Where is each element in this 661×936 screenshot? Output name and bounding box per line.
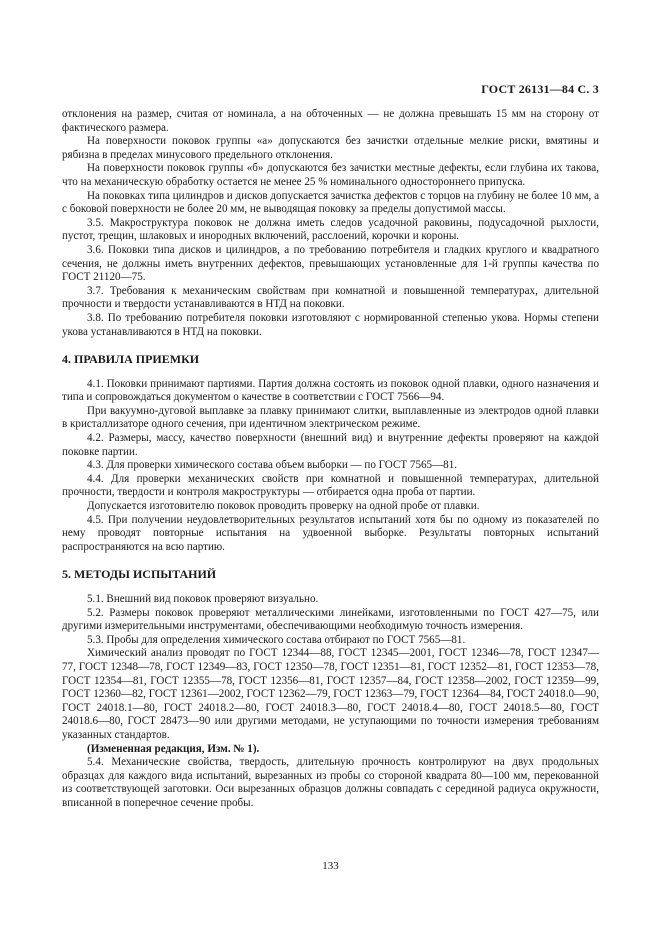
paragraph: Допускается изготовителю поковок проводить проверку на одной пробе от плавки. [87,500,480,513]
paragraph: 4.2. Размеры, массу, качество поверхности (внешний вид) и внутренние дефекты проверяют на каждой поковке партии. [62,432,599,458]
page-number: 133 [322,860,339,872]
paragraph: На поверхности поковок группы «а» допускаются без зачистки отдельные мелкие риски, вмятины и рябизна в пределах минусового предельного отклонения. [62,135,599,161]
paragraph: 4.1. Поковки принимают партиями. Партия должна состоять из поковок одной плавки, одного назначения и типа и сопровождаться документом о качестве в соответствии с ГОСТ 7566—94. [62,377,599,404]
paragraph: 5.2. Размеры поковок проверяют металлическими линейками, изготовленными по ГОСТ 427—75, или другими измерительными инструментами, обеспечивающими необходимую точность измерения. [62,606,599,633]
paragraph: При вакуумно-дуговой выплавке за плавку принимают слитки, выплавленные из электродов одной плавки в кристаллизаторе одного сечения, при идентичном электрическом режиме. [62,404,599,431]
paragraph: отклонения на размер, считая от номинала, а на обточенных — не должна превышать 15 мм на сторону от фактического размера. [62,108,599,134]
paragraph: 4.5. При получении неудовлетворительных результатов испытаний хотя бы по одному из показателей по нему проводят повторные испытания на удвоенной выборке. Результаты повторных испытаний распространяются на всю партию. [62,513,599,553]
running-header: ГОСТ 26131—84 С. 3 [481,82,599,96]
paragraph: 3.7. Требования к механическим свойствам при комнатной и повышенной температурах, длительной прочности и твердости устанавливаются в НТД на поковки. [62,284,599,311]
paragraph: Химический анализ проводят по ГОСТ 12344—88, ГОСТ 12345—2001, ГОСТ 12346—78, ГОСТ 12347—77, ГОСТ 12348—78, ГОСТ 12349—83, ГОСТ 12350—78, ГОСТ 12351—81, ГОСТ 12352—81, ГОСТ 12353—78, ГОСТ 12354—81, ГОСТ 12355—78, ГОСТ 12356—81, ГОСТ 12357—84, ГОСТ 12358—2002, ГОСТ 12359—99, ГОСТ 12360—82, ГОСТ 12361—2002, ГОСТ 12362—79, ГОСТ 12363—79, ГОСТ 12364—84, ГОСТ 24018.0—90, ГОСТ 24018.1—80, ГОСТ 24018.2—80, ГОСТ 24018.3—80, ГОСТ 24018.4—80, ГОСТ 24018.5—80, ГОСТ 24018.6—80, ГОСТ 28473—90 или другими методами, не уступающими по точности измерения требованиям указанных стандартов. [62,647,599,741]
amendment-note: (Измененная редакция, Изм. № 1). [87,742,260,755]
paragraph: 5.3. Пробы для определения химического состава отбирают по ГОСТ 7565—81. [87,633,466,646]
paragraph: 3.8. По требованию потребителя поковки изготовляют с нормированной степенью укова. Нормы степени укова устанавливаются в НТД на поковки. [62,311,599,338]
paragraph: 3.5. Макроструктура поковок не должна иметь следов усадочной раковины, подусадочной рыхлости, пустот, трещин, шлаковых и инородных включений, расслоений, корочки и короны. [62,216,599,243]
paragraph: 3.6. Поковки типа дисков и цилиндров, а по требованию потребителя и гладких круглого и квадратного сечения, не должны иметь внутренних дефектов, превышающих установленные для 1-й группы качества по ГОСТ 21120—75. [62,243,599,284]
paragraph: На поковках типа цилиндров и дисков допускается зачистка дефектов с торцов на глубину не более 10 мм, а с боковой поверхности не более 20 мм, не выводящая поковку за пределы допустимой массы. [62,189,599,216]
paragraph: 5.4. Механические свойства, твердость, длительную прочность контролируют на двух продольных образцах для каждого вида испытаний, вырезанных из пробы со стороной квадрата 80—100 мм, перекованной из соответствующей заготовки. Оси вырезанных образцов должны совпадать с серединой радиуса окружности, вписанной в поперечное сечение пробы. [62,756,599,809]
document-body [62,108,599,811]
section-title-acceptance-rules: 4. ПРАВИЛА ПРИЕМКИ [62,352,200,367]
paragraph: 4.4. Для проверки механических свойств при комнатной и повышенной температурах, длительной прочности, твердости и контроля макроструктуры — отбирается одна проба от партии. [62,472,599,499]
paragraph: 4.3. Для проверки химического состава объем выборки — по ГОСТ 7565—81. [87,459,458,472]
paragraph: На поверхности поковок группы «б» допускаются без зачистки местные дефекты, если глубина их такова, что на механическую обработку остается не менее 25 % номинального одностороннего припуска. [62,162,599,188]
section-title-test-methods: 5. МЕТОДЫ ИСПЫТАНИЙ [62,567,217,582]
paragraph: 5.1. Внешний вид поковок проверяют визуально. [87,593,319,605]
